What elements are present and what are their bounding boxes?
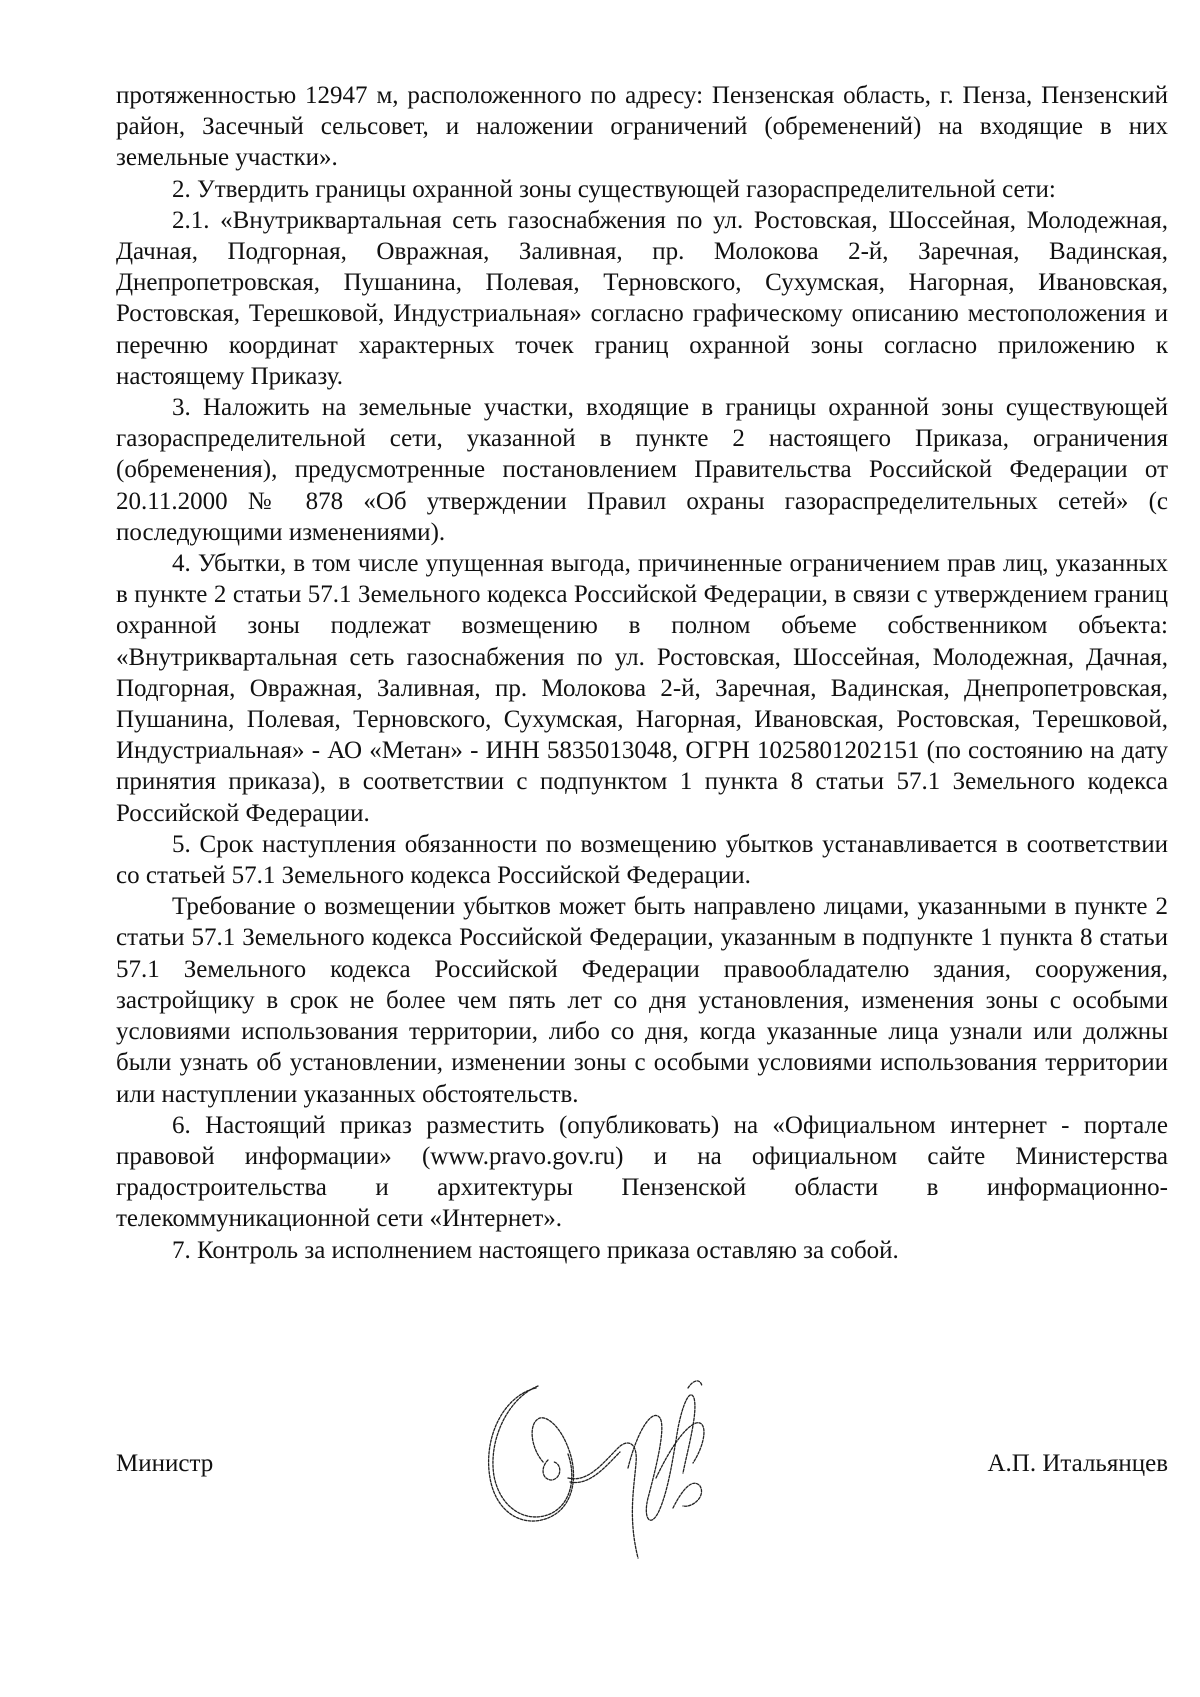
handwritten-signature-icon xyxy=(478,1368,728,1578)
document-body xyxy=(116,80,1168,1266)
paragraph-item-2: 2. Утвердить границы охранной зоны существующей газораспределительной сети: xyxy=(172,175,1056,203)
signatory-title: Министр xyxy=(116,1450,214,1477)
paragraph-continuation: протяженностью 12947 м, расположенного по адресу: Пензенская область, г. Пенза, Пензенский район, Засечный сельсовет, и наложении ограничений (обременений) на входящие в них земельные участки». xyxy=(116,82,1168,172)
paragraph-item-2-1: 2.1. «Внутриквартальная сеть газоснабжения по ул. Ростовская, Шоссейная, Молодежная, Дачная, Подгорная, Овражная, Заливная, пр. Молокова 2-й, Заречная, Вадинская, Днепропетровская, Пушанина, Полевая, Терновского, Сухумская, Нагорная, Ивановская, Ростовская, Терешковой, Индустриальная» согласно графическому описанию местоположения и перечню координат характерных точек границ охранной зоны согласно приложению к настоящему Приказу. xyxy=(116,206,1168,390)
paragraph-item-6: 6. Настоящий приказ разместить (опубликовать) на «Официальном интернет - портале правовой информации» (www.pravo.gov.ru) и на официальном сайте Министерства градостроительства и архитектуры Пензенской области в информационно-телекоммуникационной сети «Интернет». xyxy=(116,1111,1168,1233)
signatory-name: А.П. Итальянцев xyxy=(987,1450,1168,1477)
paragraph-item-7: 7. Контроль за исполнением настоящего приказа оставляю за собой. xyxy=(172,1236,899,1264)
paragraph-compensation-claim: Требование о возмещении убытков может быть направлено лицами, указанными в пункте 2 статьи 57.1 Земельного кодекса Российской Федерации, указанным в подпункте 1 пункта 8 статьи 57.1 Земельного кодекса Российской Федерации правообладателю здания, сооружения, застройщику в срок не более чем пять лет со дня установления, изменения зоны с особыми условиями использования территории, либо со дня, когда указанные лица узнали или должны были узнать об установлении, изменении зоны с особыми условиями использования территории или наступлении указанных обстоятельств. xyxy=(116,893,1168,1108)
paragraph-item-5: 5. Срок наступления обязанности по возмещению убытков устанавливается в соответствии со статьей 57.1 Земельного кодекса Российской Федерации. xyxy=(116,830,1168,890)
paragraph-item-3: 3. Наложить на земельные участки, входящие в границы охранной зоны существующей газораспределительной сети, указанной в пункте 2 настоящего Приказа, ограничения (обременения), предусмотренные постановлением Правительства Российской Федерации от 20.11.2000 № 878 «Об утверждении Правил охраны газораспределительных сетей» (с последующими изменениями). xyxy=(116,394,1168,546)
paragraph-item-4: 4. Убытки, в том числе упущенная выгода, причиненные ограничением прав лиц, указанных в пункте 2 статьи 57.1 Земельного кодекса Российской Федерации, в связи с утверждением границ охранной зоны подлежат возмещению в полном объеме собственником объекта: «Внутриквартальная сеть газоснабжения по ул. Ростовская, Шоссейная, Молодежная, Дачная, Подгорная, Овражная, Заливная, пр. Молокова 2-й, Заречная, Вадинская, Днепропетровская, Пушанина, Полевая, Терновского, Сухумская, Нагорная, Ивановская, Ростовская, Терешковой, Индустриальная» - АО «Метан» - ИНН 5835013048, ОГРН 1025801202151 (по состоянию на дату принятия приказа), в соответствии с подпунктом 1 пункта 8 статьи 57.1 Земельного кодекса Российской Федерации. xyxy=(116,550,1168,827)
